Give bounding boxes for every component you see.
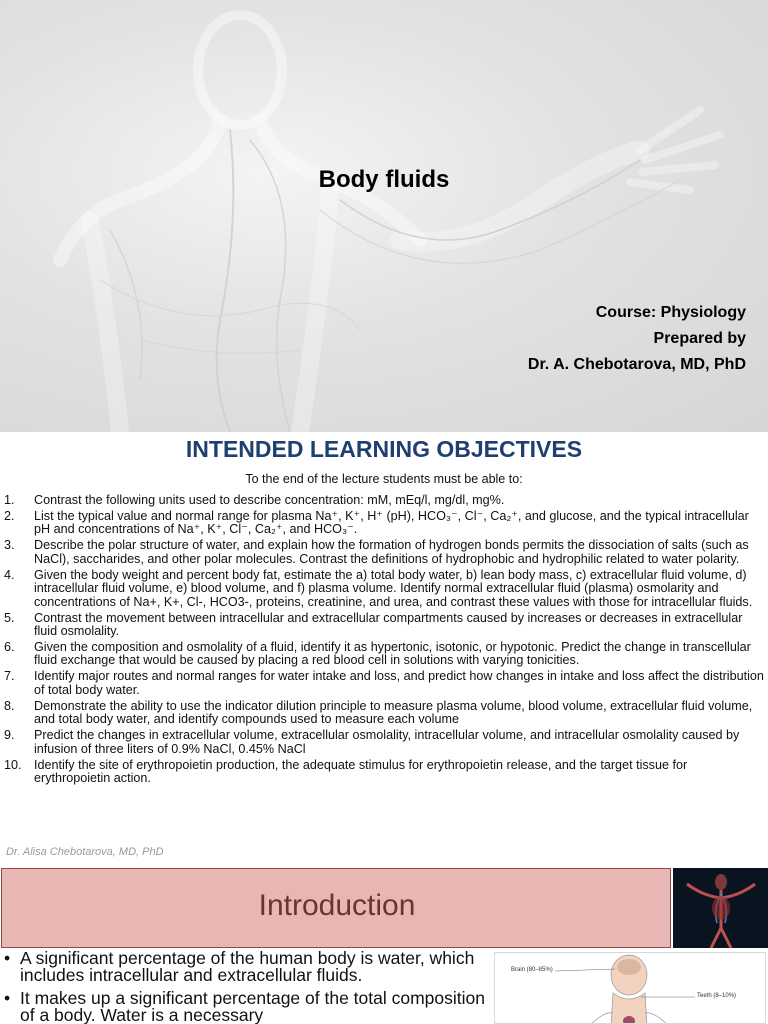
prepared-by-line: Prepared by [653, 330, 746, 347]
title-slide [0, 0, 768, 432]
objective-item: 8. Demonstrate the ability to use the indicator dilution principle to measure plasma volume, blood volume, extracellular fluid volume, and total body water, and identify compounds used to measure each volume [4, 698, 753, 727]
objective-item: 7. Identify major routes and normal ranges for water intake and loss, and predict how changes in intake and loss affect the distribution of total body water. [4, 669, 764, 697]
intro-title: Introduction [258, 889, 416, 922]
intro-bullets [4, 950, 488, 1024]
objective-item: 6. Given the composition and osmolality of a fluid, identify it as hypertonic, isotonic, or hypotonic. Predict the change in transcellular fluid exchange that would be caused by placing a red blood cell in solutions with varying tonicities. [4, 640, 751, 668]
slide-author-footer: Dr. Alisa Chebotarova, MD, PhD [6, 846, 164, 858]
objective-item: 3. Describe the polar structure of water, and explain how the formation of hydrogen bonds permits the dissociation of salts (such as NaCl), saccharides, and other polar molecules. Contrast the definitions of hydrophobic and hydrophilic related to water polarity. [4, 538, 749, 566]
bullet-item: • It makes up a significant percentage of the total composition of a body. Water is a necessary [4, 990, 488, 1024]
objectives-title: INTENDED LEARNING OBJECTIVES [185, 436, 583, 462]
head-illustration [495, 953, 766, 1024]
objective-item: 10. Identify the site of erythropoietin production, the adequate stimulus for erythropoietin release, and the target tissue for erythropoietin action. [4, 757, 688, 786]
objectives-list [4, 494, 764, 788]
intro-header-bar [1, 868, 671, 948]
body-water-diagram [494, 952, 766, 1024]
bullet-item: • A significant percentage of the human body is water, which includes intracellular and extracellular fluids. [4, 950, 488, 984]
diagram-label-teeth: Teeth (8–10%) [697, 993, 737, 999]
objective-item: 2. List the typical value and normal range for plasma Na⁺, K⁺, H⁺ (pH), HCO₃⁻, Cl⁻, Ca₂⁺, and glucose, and the typical intracellular pH and concentrations of Na⁺, K⁺, Cl⁻, Ca₂⁺, and HCO₃⁻. [4, 509, 749, 537]
introduction-slide [0, 866, 768, 1024]
vascular-body-image [673, 868, 768, 948]
objective-item: 4. Given the body weight and percent body fat, estimate the a) total body water, b) lean body mass, c) extracellular fluid volume, d) intracellular fluid volume, e) blood volume, and f) plasma volume. Identify normal extracellular fluid (plasma) osmolarity and concentrations of Na+, K+, Cl-, HCO3-, proteins, creatinine, and urea, and contrast these values with those for intracellular fluids. [4, 567, 753, 609]
objectives-slide [0, 432, 768, 866]
objective-item: 9. Predict the changes in extracellular volume, extracellular osmolality, intracellular volume, and intracellular osmolality caused by infusion of three liters of 0.9% NaCl, 0.45% NaCl [4, 728, 740, 756]
course-line: Course: Physiology [595, 304, 746, 321]
objective-item: 5. Contrast the movement between intracellular and extracellular compartments caused by increases or decreases in extracellular fluid osmolality. [4, 610, 743, 639]
slide-title: Body fluids [318, 166, 450, 193]
objectives-subtitle: To the end of the lecture students must be able to: [245, 472, 523, 486]
diagram-label-brain: Brain (80–85%) [511, 967, 553, 973]
course-info [528, 300, 746, 378]
author-line: Dr. A. Chebotarova, MD, PhD [527, 356, 746, 373]
objective-item: 1. Contrast the following units used to describe concentration: mM, mEq/l, mg/dl, mg%. [4, 493, 505, 507]
